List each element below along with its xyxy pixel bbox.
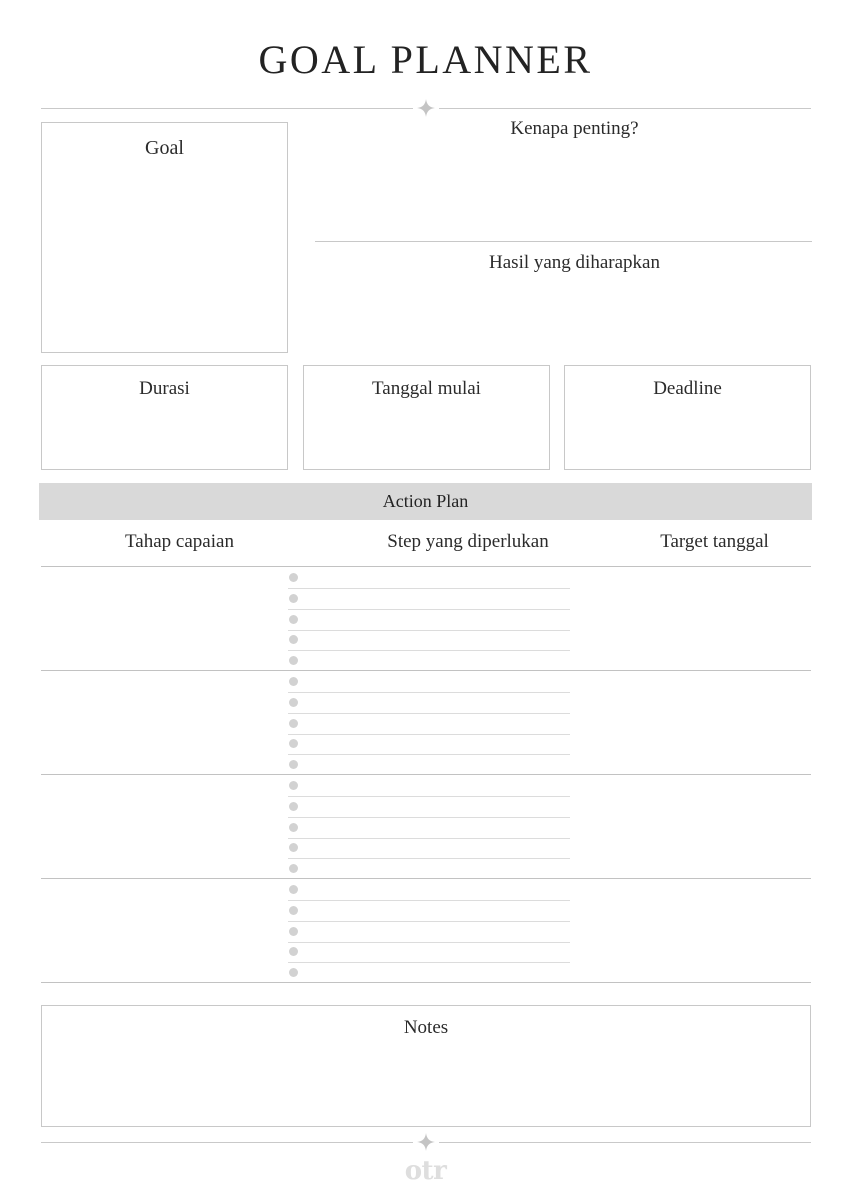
step-bullet-icon (289, 968, 298, 977)
divider-rule-left (41, 1142, 413, 1143)
step-bullet-icon (289, 760, 298, 769)
step-bullet-icon (289, 573, 298, 582)
action-plan-group[interactable] (41, 879, 811, 983)
action-plan-group[interactable] (41, 775, 811, 879)
step-bullet-icon (289, 823, 298, 832)
step-write-line[interactable] (288, 921, 570, 922)
outcome-label: Hasil yang diharapkan (489, 252, 660, 273)
step-bullet-icon (289, 843, 298, 852)
notes-label: Notes (403, 1017, 449, 1038)
step-bullet-icon (289, 947, 298, 956)
step-write-line[interactable] (288, 650, 570, 651)
column-header-steps: Step yang diperlukan (387, 531, 549, 552)
step-bullet-icon (289, 594, 298, 603)
divider-bottom (41, 1134, 811, 1150)
step-bullet-icon (289, 885, 298, 894)
step-write-line[interactable] (288, 734, 570, 735)
step-write-line[interactable] (288, 692, 570, 693)
action-plan-title: Action Plan (382, 491, 469, 511)
divider-top (41, 100, 811, 116)
deadline-field[interactable] (564, 365, 811, 470)
step-bullet-icon (289, 739, 298, 748)
step-write-line[interactable] (288, 609, 570, 610)
divider-rule-left (41, 108, 413, 109)
page-title: GOAL PLANNER (258, 37, 593, 82)
action-plan-header-bar (39, 483, 812, 520)
step-bullet-icon (289, 802, 298, 811)
step-bullet-icon (289, 864, 298, 873)
step-write-line[interactable] (288, 713, 570, 714)
goal-field[interactable] (41, 122, 288, 353)
step-write-line[interactable] (288, 962, 570, 963)
action-plan-group[interactable] (41, 567, 811, 671)
step-bullet-icon (289, 927, 298, 936)
column-header-stage: Tahap capaian (125, 531, 234, 552)
start-date-field[interactable] (303, 365, 550, 470)
notes-field[interactable] (41, 1005, 811, 1127)
step-bullet-icon (289, 719, 298, 728)
step-write-line[interactable] (288, 817, 570, 818)
column-header-target-date: Target tanggal (660, 531, 769, 552)
step-write-line[interactable] (288, 754, 570, 755)
step-bullet-icon (289, 635, 298, 644)
step-write-line[interactable] (288, 630, 570, 631)
step-bullet-icon (289, 656, 298, 665)
goal-label: Goal (145, 137, 184, 159)
why-label: Kenapa penting? (510, 118, 639, 139)
step-write-line[interactable] (288, 588, 570, 589)
step-write-line[interactable] (288, 900, 570, 901)
deadline-label: Deadline (653, 378, 722, 399)
step-write-line[interactable] (288, 838, 570, 839)
divider-rule-right (439, 108, 811, 109)
step-write-line[interactable] (288, 796, 570, 797)
step-bullet-icon (289, 677, 298, 686)
step-bullet-icon (289, 781, 298, 790)
action-plan-group[interactable] (41, 671, 811, 775)
step-bullet-icon (289, 615, 298, 624)
duration-field[interactable] (41, 365, 288, 470)
divider-rule-right (439, 1142, 811, 1143)
brand-logo: otr (404, 1156, 447, 1186)
why-field-rule (315, 241, 812, 242)
action-plan-column-headers (41, 531, 811, 559)
step-write-line[interactable] (288, 858, 570, 859)
duration-label: Durasi (139, 378, 190, 399)
sparkle-icon (413, 100, 439, 116)
step-bullet-icon (289, 698, 298, 707)
group-separator (41, 982, 811, 983)
step-write-line[interactable] (288, 942, 570, 943)
sparkle-icon (413, 1134, 439, 1150)
start-date-label: Tanggal mulai (372, 378, 481, 399)
step-bullet-icon (289, 906, 298, 915)
